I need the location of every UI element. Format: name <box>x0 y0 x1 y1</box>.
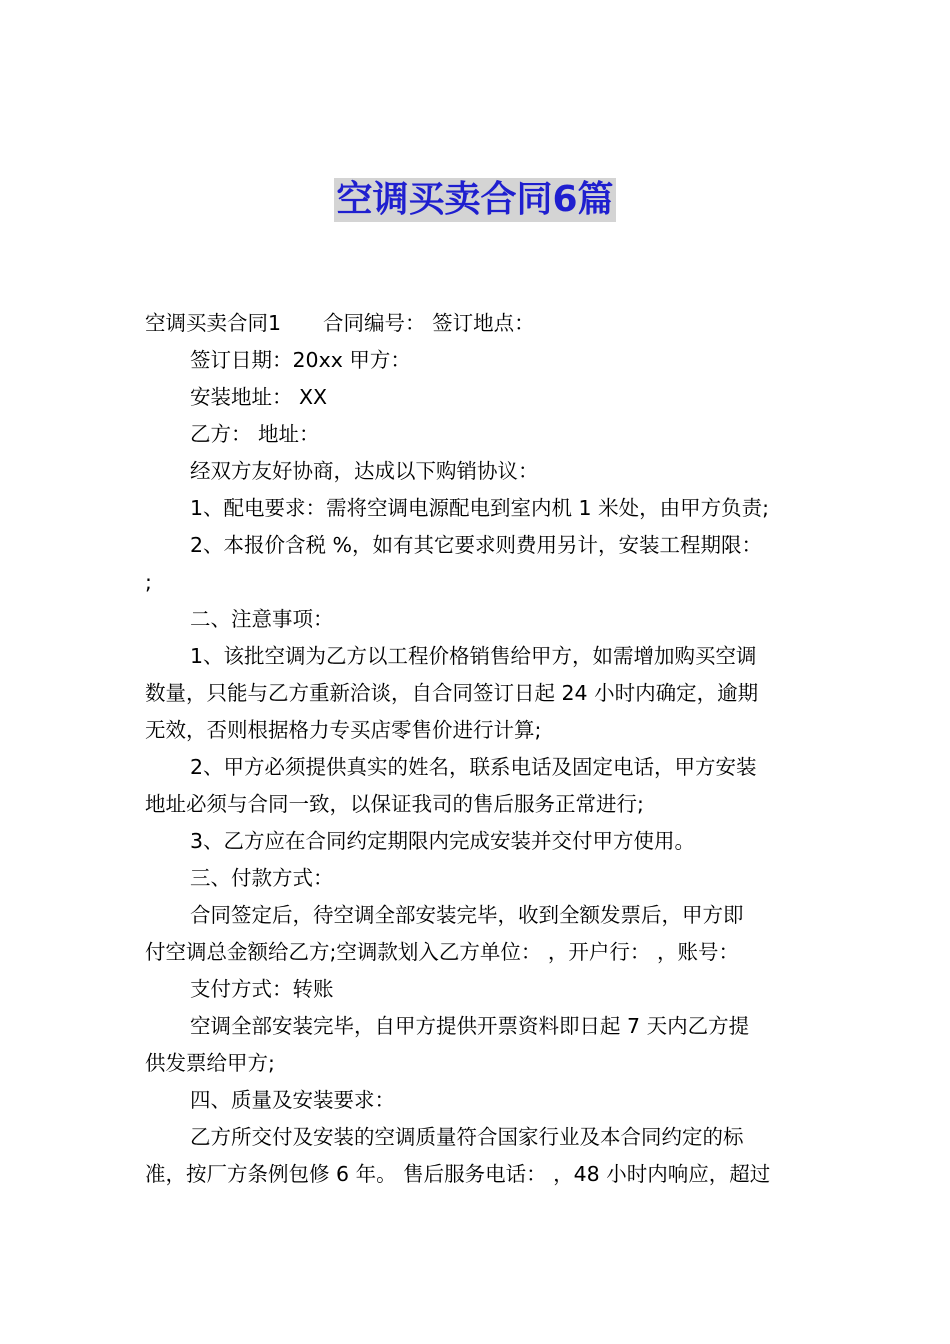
paragraph-note-2: 2、甲方必须提供真实的姓名，联系电话及固定电话，甲方安装 <box>190 755 757 779</box>
document-title: 空调买卖合同6篇 <box>336 179 614 220</box>
header-line <box>145 305 809 342</box>
paragraph-invoice: 空调全部安装完毕，自甲方提供开票资料即日起 7 天内乙方提 <box>190 1014 750 1038</box>
paragraph-agreement-intro: 经双方友好协商，达成以下购销协议： <box>190 459 539 483</box>
paragraph-note-1 <box>145 638 809 675</box>
paragraph-note-1-continued <box>145 675 809 749</box>
contract-name: 空调买卖合同1 <box>145 311 282 335</box>
contract-number-label: 合同编号： 签订地点： <box>323 311 535 335</box>
title-wrapper <box>0 178 950 222</box>
section-heading-quality: 四、质量及安装要求： <box>190 1088 395 1112</box>
paragraph-price-tax: 2、本报价含税 %，如有其它要求则费用另计，安装工程期限： <box>190 533 763 557</box>
paragraph-note-3: 3、乙方应在合同约定期限内完成安装并交付甲方使用。 <box>190 829 696 853</box>
paragraph-sign-date: 签订日期：20xx 甲方： <box>190 348 411 372</box>
document-body <box>145 305 809 1193</box>
paragraph-quality-continued: 准，按厂方条例包修 6 年。 售后服务电话： ，48 小时内响应，超过 <box>145 1162 771 1186</box>
paragraph-price-tax-continued: ; <box>145 570 152 594</box>
section-heading-payment: 三、付款方式： <box>190 866 334 890</box>
text-line: 无效，否则根据格力专买店零售价进行计算; <box>145 718 542 742</box>
paragraph-install-address: 安装地址： XX <box>190 385 328 409</box>
paragraph-quality: 乙方所交付及安装的空调质量符合国家行业及本合同约定的标 <box>190 1125 744 1149</box>
paragraph-note-2-continued: 地址必须与合同一致，以保证我司的售后服务正常进行; <box>145 792 644 816</box>
paragraph-invoice-continued: 供发票给甲方; <box>145 1051 275 1075</box>
paragraph-payment-method: 支付方式：转账 <box>190 977 334 1001</box>
paragraph-payment-terms-continued: 付空调总金额给乙方;空调款划入乙方单位： ，开户行： ，账号： <box>145 940 739 964</box>
text-line: 数量，只能与乙方重新洽谈，自合同签订日起 24 小时内确定，逾期 <box>145 681 759 705</box>
paragraph-power-requirement: 1、配电要求：需将空调电源配电到室内机 1 米处，由甲方负责; <box>190 496 770 520</box>
paragraph-party-b: 乙方： 地址： <box>190 422 320 446</box>
section-heading-notes: 二、注意事项： <box>190 607 334 631</box>
text-line: 1、该批空调为乙方以工程价格销售给甲方，如需增加购买空调 <box>190 644 757 668</box>
paragraph-payment-terms: 合同签定后，待空调全部安装完毕，收到全额发票后，甲方即 <box>190 903 744 927</box>
